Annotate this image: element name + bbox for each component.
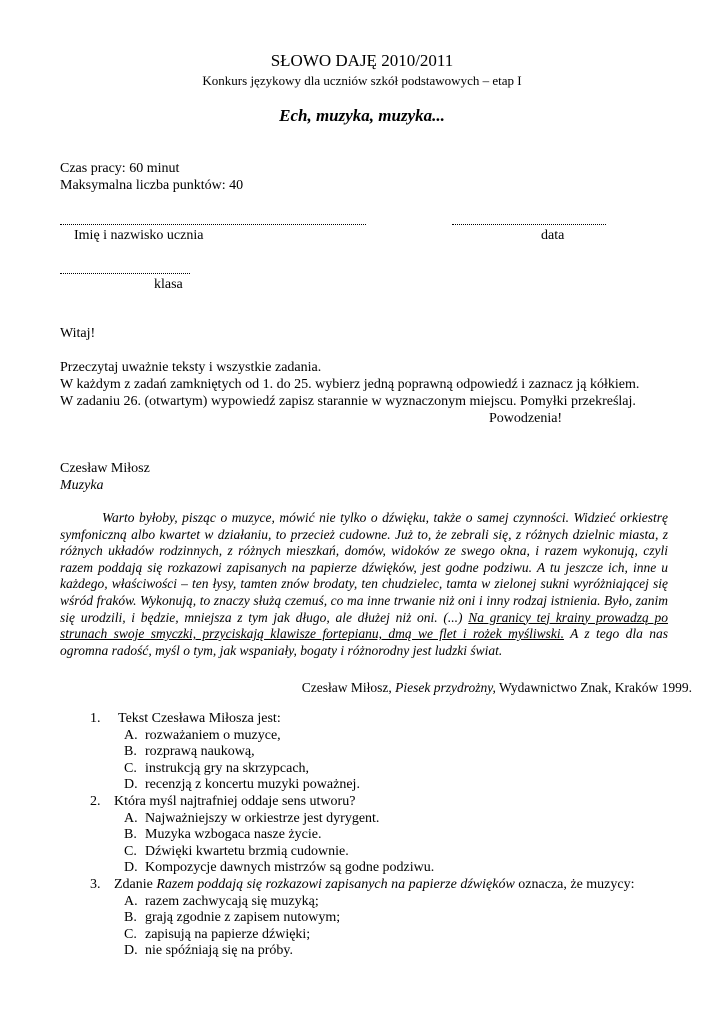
name-label: Imię i nazwisko ucznia	[74, 228, 204, 243]
page-title: SŁOWO DAJĘ 2010/2011	[270, 51, 454, 70]
page-subtitle: Konkurs językowy dla uczniów szkół podstawowych – etap I	[202, 73, 522, 88]
answer-option[interactable]: B. grają zgodnie z zapisem nutowym;	[124, 910, 341, 926]
instruction-3: W zadaniu 26. (otwartym) wypowiedź zapisz starannie w wyznaczonym miejscu. Pomyłki przekreślaj.	[60, 394, 636, 409]
greeting: Witaj!	[60, 326, 96, 341]
passage-source: Czesław Miłosz, Piesek przydrożny, Wydawnictwo Znak, Kraków 1999.	[301, 680, 692, 695]
passage-underlined: Na granicy tej krainy prowadzą po strunach swoje smyczki, przyciskają klawisze fortepianu, dmą we flet i rożek myśliwski.	[60, 609, 668, 642]
contest-theme: Ech, muzyka, muzyka...	[279, 106, 445, 125]
answer-option[interactable]: A. Najważniejszy w orkiestrze jest dyrygent.	[124, 810, 380, 826]
question	[90, 877, 690, 960]
passage-body: Warto byłoby, pisząc o muzyce, mówić nie tylko o dźwięku, także o samej czynności. Widzieć orkiestrę symfoniczną albo kwartet w działaniu, to przecież cudowne. Już to, że zebrali się, z różnych dzielnic miasta, z różnych układów rodzinnych, z różnych mieszkań, domów, widoków ze swego okna, i razem wykonują, czyli razem poddają się rozkazowi zapisanych na papierze dźwięków, jest godne podziwu. A tu jeszcze ich, inne u każdego, właściwości – ten łysy, tamten znów brodaty, ten chudzielec, tamta w zielonej sukni wyróżniającej się wśród fraków. Wykonują, to znaczy służą czemuś, co ma inne trwanie niż oni i inny rodzaj istnienia. Było, zanim się urodzili, i będzie, mniejsza z tym jak długo, ale dłużej niż oni. (...)	[60, 510, 668, 625]
good-luck: Powodzenia!	[489, 411, 563, 426]
answer-option[interactable]: D. recenzją z koncertu muzyki poważnej.	[124, 777, 360, 793]
instruction-1: Przeczytaj uważnie teksty i wszystkie zadania.	[60, 360, 322, 375]
answer-option[interactable]: C. instrukcją gry na skrzypcach,	[124, 760, 310, 776]
questions-list	[90, 711, 690, 960]
answer-option[interactable]: C. zapisują na papierze dźwięki;	[124, 926, 311, 942]
question-number: 3.	[90, 876, 101, 892]
question-number: 1.	[90, 711, 101, 726]
passage-ending: A z tego dla nas ogromna radość, myśl o tym, jak wspaniały, bogaty i różnorodny jest ludzki świat.	[60, 626, 668, 658]
text-title: Muzyka	[60, 478, 104, 493]
question-text: Zdanie Razem poddają się rozkazowi zapisanych na papierze dźwięków oznacza, że muzycy:	[114, 876, 635, 892]
answer-option[interactable]: D. Kompozycje dawnych mistrzów są godne podziwu.	[124, 860, 435, 876]
question	[90, 711, 690, 794]
answer-option[interactable]: C. Dźwięki kwartetu brzmią cudownie.	[124, 843, 349, 859]
work-time: Czas pracy: 60 minut	[60, 161, 180, 176]
instruction-2: W każdym z zadań zamkniętych od 1. do 25. wybierz jedną poprawną odpowiedź i zaznacz ją kółkiem.	[60, 377, 640, 392]
text-author: Czesław Miłosz	[60, 461, 150, 476]
question-text: Która myśl najtrafniej oddaje sens utworu?	[114, 793, 356, 809]
class-label: klasa	[154, 277, 183, 292]
max-points: Maksymalna liczba punktów: 40	[60, 178, 244, 193]
question-number: 2.	[90, 793, 101, 809]
answer-option[interactable]: B. rozprawą naukową,	[124, 744, 255, 760]
class-field[interactable]	[60, 273, 190, 274]
question	[90, 794, 690, 877]
answer-option[interactable]: A. razem zachwycają się muzyką;	[124, 893, 319, 909]
name-field[interactable]	[60, 224, 366, 225]
reading-passage	[60, 510, 668, 659]
date-label: data	[541, 228, 565, 243]
answer-option[interactable]: A. rozważaniem o muzyce,	[124, 727, 281, 743]
date-field[interactable]	[452, 224, 606, 225]
answer-option[interactable]: B. Muzyka wzbogaca nasze życie.	[124, 827, 322, 843]
question-text: Tekst Czesława Miłosza jest:	[118, 711, 281, 726]
answer-option[interactable]: D. nie spóźniają się na próby.	[124, 943, 293, 959]
